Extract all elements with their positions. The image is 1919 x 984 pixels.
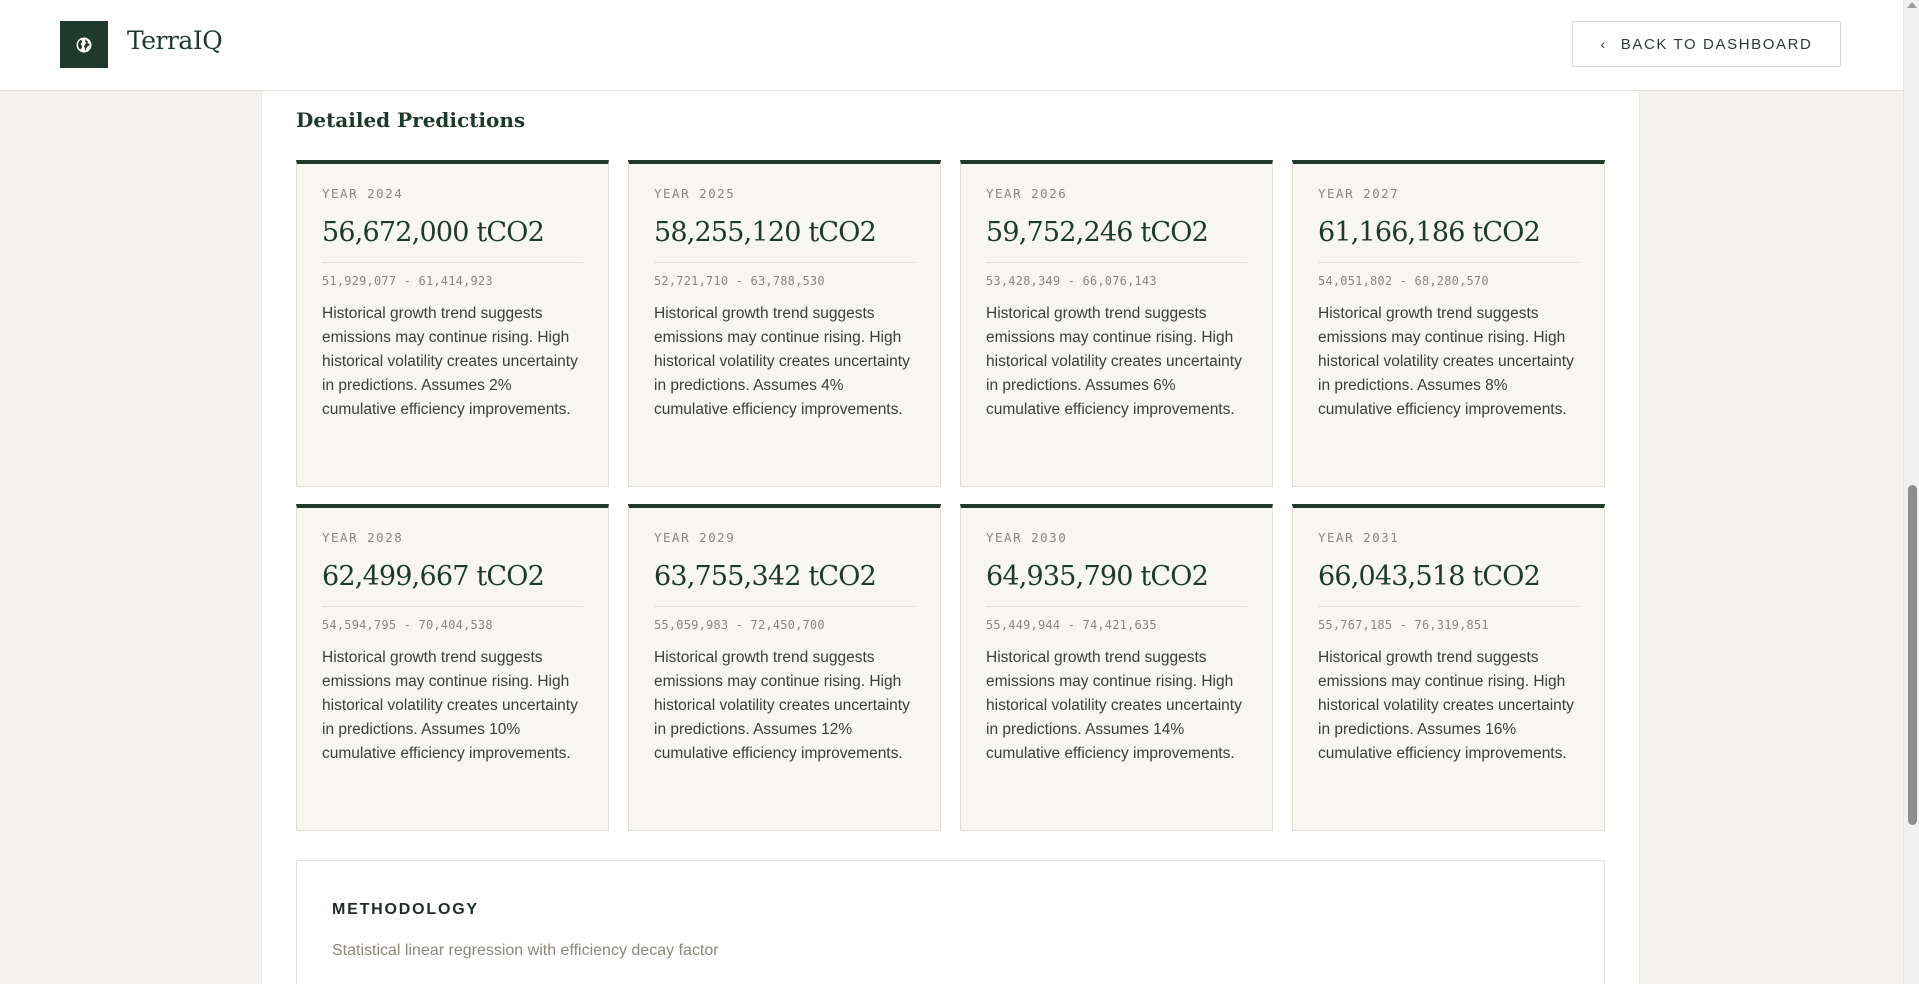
prediction-year: YEAR 2025 — [654, 186, 736, 201]
prediction-range: 55,767,185 - 76,319,851 — [1318, 618, 1489, 632]
prediction-card — [1292, 504, 1605, 831]
prediction-range: 54,594,795 - 70,404,538 — [322, 618, 493, 632]
prediction-year: YEAR 2030 — [986, 530, 1068, 545]
prediction-card — [296, 160, 609, 487]
prediction-year: YEAR 2026 — [986, 186, 1068, 201]
predictions-grid — [296, 160, 1605, 831]
scroll-up-arrow-icon[interactable] — [1907, 2, 1917, 8]
globe-icon — [75, 36, 93, 54]
prediction-range: 52,721,710 - 63,788,530 — [654, 274, 825, 288]
back-to-dashboard-label: BACK TO DASHBOARD — [1620, 35, 1813, 53]
prediction-card — [1292, 160, 1605, 487]
prediction-description: Historical growth trend suggests emissions may continue rising. High historical volatility creates uncertainty in predictions. Assumes 10% cumulative efficiency improvements. — [322, 649, 578, 762]
logo[interactable] — [60, 21, 108, 68]
prediction-range: 55,059,983 - 72,450,700 — [654, 618, 825, 632]
prediction-value: 61,166,186 tCO2 — [1318, 217, 1579, 263]
scrollbar-thumb[interactable] — [1908, 485, 1917, 825]
back-to-dashboard-button[interactable] — [1572, 21, 1841, 67]
prediction-card — [296, 504, 609, 831]
prediction-value: 66,043,518 tCO2 — [1318, 561, 1579, 607]
brand-name[interactable]: TerraIQ — [127, 26, 223, 55]
prediction-description: Historical growth trend suggests emissions may continue rising. High historical volatility creates uncertainty in predictions. Assumes 16% cumulative efficiency improvements. — [1318, 649, 1574, 762]
prediction-range: 53,428,349 - 66,076,143 — [986, 274, 1157, 288]
prediction-card — [960, 160, 1273, 487]
methodology-section — [296, 860, 1605, 984]
prediction-year: YEAR 2024 — [322, 186, 404, 201]
prediction-value: 58,255,120 tCO2 — [654, 217, 915, 263]
prediction-value: 63,755,342 tCO2 — [654, 561, 915, 607]
prediction-year: YEAR 2027 — [1318, 186, 1400, 201]
prediction-year: YEAR 2028 — [322, 530, 404, 545]
prediction-description: Historical growth trend suggests emissions may continue rising. High historical volatility creates uncertainty in predictions. Assumes 14% cumulative efficiency improvements. — [986, 649, 1242, 762]
prediction-value: 59,752,246 tCO2 — [986, 217, 1247, 263]
prediction-description: Historical growth trend suggests emissions may continue rising. High historical volatility creates uncertainty in predictions. Assumes 12% cumulative efficiency improvements. — [654, 649, 910, 762]
top-header — [0, 0, 1903, 91]
prediction-description: Historical growth trend suggests emissions may continue rising. High historical volatility creates uncertainty in predictions. Assumes 2% cumulative efficiency improvements. — [322, 305, 578, 418]
prediction-value: 56,672,000 tCO2 — [322, 217, 583, 263]
prediction-year: YEAR 2031 — [1318, 530, 1400, 545]
prediction-range: 51,929,077 - 61,414,923 — [322, 274, 493, 288]
vertical-scrollbar[interactable] — [1903, 0, 1919, 984]
prediction-value: 64,935,790 tCO2 — [986, 561, 1247, 607]
prediction-range: 54,051,802 - 68,280,570 — [1318, 274, 1489, 288]
prediction-value: 62,499,667 tCO2 — [322, 561, 583, 607]
prediction-description: Historical growth trend suggests emissions may continue rising. High historical volatility creates uncertainty in predictions. Assumes 4% cumulative efficiency improvements. — [654, 305, 910, 418]
prediction-card — [960, 504, 1273, 831]
methodology-text: Statistical linear regression with efficiency decay factor — [332, 942, 719, 959]
prediction-card — [628, 160, 941, 487]
prediction-range: 55,449,944 - 74,421,635 — [986, 618, 1157, 632]
prediction-description: Historical growth trend suggests emissions may continue rising. High historical volatility creates uncertainty in predictions. Assumes 8% cumulative efficiency improvements. — [1318, 305, 1574, 418]
methodology-title: METHODOLOGY — [332, 901, 479, 918]
prediction-card — [628, 504, 941, 831]
section-title: Detailed Predictions — [296, 108, 526, 132]
chevron-left-icon: ‹ — [1600, 36, 1607, 52]
prediction-description: Historical growth trend suggests emissions may continue rising. High historical volatility creates uncertainty in predictions. Assumes 6% cumulative efficiency improvements. — [986, 305, 1242, 418]
prediction-year: YEAR 2029 — [654, 530, 736, 545]
